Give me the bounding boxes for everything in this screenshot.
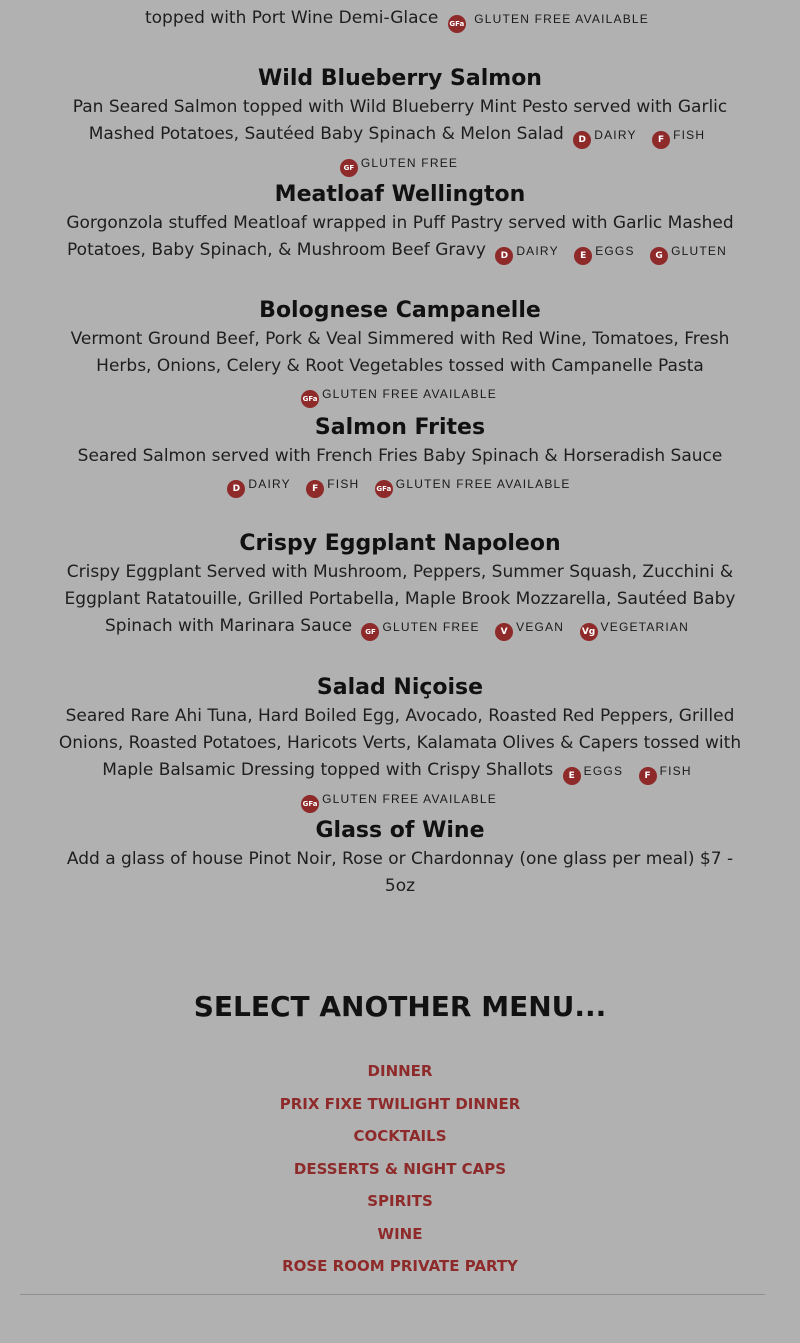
allergen-label: FISH — [327, 477, 360, 491]
dairy-icon: D — [495, 247, 513, 265]
allergen-label: DAIRY — [594, 128, 637, 142]
allergen-label: EGGS — [595, 244, 635, 258]
allergen-label: GLUTEN FREE — [382, 620, 480, 634]
allergen-tag — [227, 470, 290, 498]
menu-item-title: Crispy Eggplant Napoleon — [239, 531, 561, 556]
allergen-label: GLUTEN FREE AVAILABLE — [395, 477, 571, 491]
menu-item-description — [50, 210, 750, 265]
allergen-label: FISH — [659, 764, 692, 778]
allergen-tag — [495, 237, 558, 265]
menu-item-crispy-eggplant-napoleon — [0, 529, 800, 641]
dairy-icon: D — [573, 131, 591, 149]
menu-item-description — [50, 5, 750, 33]
gluten-free-available-icon: GFa — [448, 15, 466, 33]
fish-icon: F — [652, 131, 670, 149]
description-text: Add a glass of house Pinot Noir, Rose or Chardonnay (one glass per meal) $7 - 5oz — [66, 849, 734, 896]
allergen-label: GLUTEN FREE AVAILABLE — [322, 387, 497, 401]
menu-link-wine[interactable]: WINE — [377, 1224, 423, 1243]
menu-item-title: Wild Blueberry Salmon — [258, 66, 542, 91]
allergen-tag — [639, 757, 692, 785]
allergen-label: DAIRY — [516, 244, 559, 258]
allergen-tag — [301, 380, 497, 408]
allergen-label: GLUTEN FREE AVAILABLE — [474, 12, 649, 26]
menu-item-description — [50, 559, 750, 641]
select-menu-title: SELECT ANOTHER MENU... — [193, 990, 607, 1023]
dairy-icon: D — [227, 480, 245, 498]
menu-item-wild-blueberry-salmon — [0, 64, 800, 177]
allergen-label: VEGAN — [516, 620, 565, 634]
allergen-tag — [301, 785, 497, 813]
allergen-tag — [375, 470, 571, 498]
allergen-label: DAIRY — [248, 477, 291, 491]
allergen-tag — [306, 470, 359, 498]
menu-link-spirits[interactable]: SPIRITS — [367, 1192, 433, 1210]
allergen-tag — [574, 237, 634, 265]
vegan-icon: V — [495, 623, 513, 641]
allergen-tag — [361, 613, 479, 641]
menu-item-description — [50, 846, 750, 900]
menu-item-title: Salad Niçoise — [316, 675, 484, 700]
allergen-tag — [650, 237, 727, 265]
menu-item-description — [50, 94, 750, 177]
eggs-icon: E — [574, 247, 592, 265]
fish-icon: F — [306, 480, 324, 498]
allergen-label: EGGS — [583, 764, 624, 778]
allergen-tag — [652, 121, 705, 149]
allergen-label: GLUTEN FREE — [360, 156, 459, 170]
menu-item-description — [50, 326, 750, 408]
divider — [20, 1294, 765, 1295]
menu-link-prix-fixe-twilight-dinner[interactable]: PRIX FIXE TWILIGHT DINNER — [279, 1094, 521, 1113]
menu-item-description — [50, 703, 750, 813]
description-text: Vermont Ground Beef, Pork & Veal Simmered with Red Wine, Tomatoes, Fresh Herbs, Onions, Celery & Root Vegetables tossed with Campanelle Pasta — [70, 329, 730, 376]
menu-item-partial — [0, 5, 800, 33]
vegetarian-icon: Vg — [580, 623, 598, 641]
description-text: Crispy Eggplant Served with Mushroom, Peppers, Summer Squash, Zucchini & Eggplant Ratatouille, Grilled Portabella, Maple Brook Mozzarella, Sautéed Baby Spinach with Marinara Sauce — [64, 562, 736, 636]
allergen-tag — [573, 121, 636, 149]
menu-item-salad-nicoise — [0, 673, 800, 813]
menu-link-cocktails[interactable]: COCKTAILS — [353, 1127, 447, 1145]
description-text: topped with Port Wine Demi-Glace — [144, 8, 439, 28]
menu-item-salmon-frites — [0, 413, 800, 498]
fish-icon: F — [639, 767, 657, 785]
allergen-tag — [340, 149, 458, 177]
gluten-icon: G — [650, 247, 668, 265]
description-text: Seared Rare Ahi Tuna, Hard Boiled Egg, Avocado, Roasted Red Peppers, Grilled Onions, Roasted Potatoes, Haricots Verts, Kalamata Olives & Capers tossed with Maple Balsamic Dressing topped with Crispy Shallots — [58, 706, 742, 780]
description-text: Seared Salmon served with French Fries Baby Spinach & Horseradish Sauce — [77, 446, 723, 466]
menu-link-dinner[interactable]: DINNER — [367, 1062, 433, 1080]
allergen-tag — [495, 613, 564, 641]
menu-item-title: Bolognese Campanelle — [259, 298, 541, 323]
menu-item-title: Meatloaf Wellington — [274, 182, 526, 207]
gluten-free-icon: GF — [340, 159, 358, 177]
menu-links — [0, 1055, 800, 1283]
allergen-label: VEGETARIAN — [600, 620, 689, 634]
allergen-label: GLUTEN FREE AVAILABLE — [322, 792, 497, 806]
allergen-label: GLUTEN — [671, 244, 727, 258]
allergen-label: FISH — [673, 128, 706, 142]
gluten-free-available-icon: GFa — [301, 390, 319, 408]
gluten-free-icon: GF — [361, 623, 379, 641]
allergen-tag — [563, 757, 623, 785]
allergen-tag — [580, 613, 689, 641]
eggs-icon: E — [563, 767, 581, 785]
menu-link-desserts-night-caps[interactable]: DESSERTS & NIGHT CAPS — [293, 1159, 507, 1178]
description-text: Gorgonzola stuffed Meatloaf wrapped in Puff Pastry served with Garlic Mashed Potatoes, Baby Spinach, & Mushroom Beef Gravy — [66, 213, 734, 260]
menu-item-bolognese-campanelle — [0, 296, 800, 408]
menu-item-description — [50, 443, 750, 498]
menu-item-title: Glass of Wine — [315, 818, 485, 843]
allergen-tag — [448, 5, 649, 33]
description-text: Pan Seared Salmon topped with Wild Blueberry Mint Pesto served with Garlic Mashed Potatoes, Sautéed Baby Spinach & Melon Salad — [72, 97, 728, 144]
gluten-free-available-icon: GFa — [301, 795, 319, 813]
menu-item-title: Salmon Frites — [314, 415, 486, 440]
gluten-free-available-icon: GFa — [375, 480, 393, 498]
menu-item-meatloaf-wellington — [0, 180, 800, 265]
menu-link-rose-room-private-party[interactable]: ROSE ROOM PRIVATE PARTY — [282, 1257, 518, 1275]
menu-item-glass-of-wine — [0, 816, 800, 900]
